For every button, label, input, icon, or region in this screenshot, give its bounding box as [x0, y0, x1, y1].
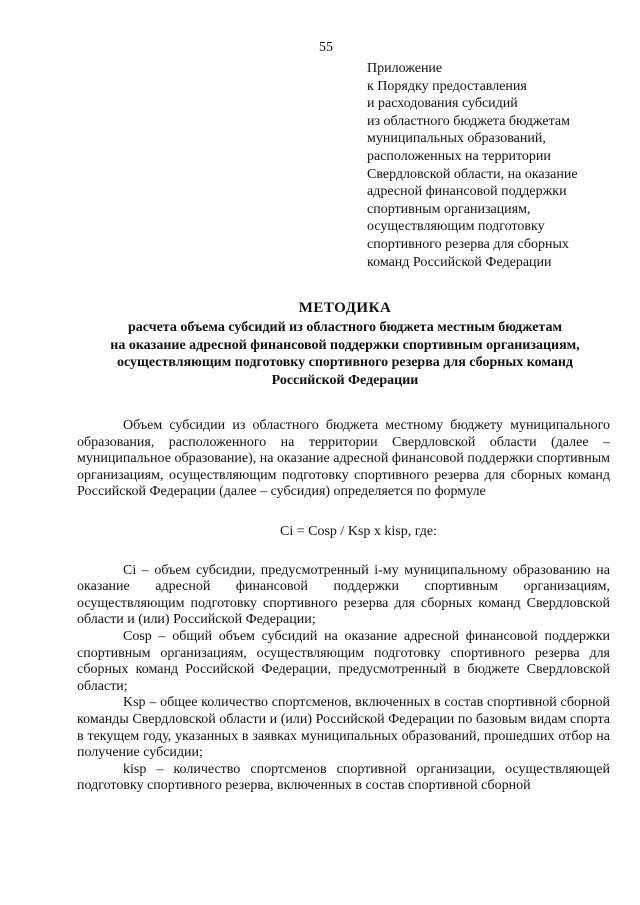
subtitle-line: расчета объема субсидий из областного бюджета местным бюджетам [127, 320, 563, 335]
appendix-line: спортивного резерва для сборных [367, 236, 569, 252]
document-subtitle [60, 319, 630, 389]
definition-kisp: kisp – количество спортсменов спортивной организации, осуществляющей подготовку спортивного резерва, включенных в состав спортивной сборной [77, 761, 610, 794]
appendix-line: спортивным организациям, [367, 201, 531, 217]
appendix-header [367, 60, 627, 271]
document-title: МЕТОДИКА [298, 300, 392, 316]
appendix-line: осуществляющим подготовку [367, 219, 545, 235]
subtitle-line: осуществляющим подготовку спортивного резерва для сборных команд [117, 355, 573, 370]
document-title-block [60, 298, 630, 389]
appendix-line: Приложение [367, 61, 443, 76]
appendix-line: из областного бюджета бюджетам [367, 113, 570, 129]
definition-cosp: Cosp – общий объем субсидий на оказание адресной финансовой поддержки спортивным организациям, осуществляющим подготовку спортивного резерва для сборных команд Российской Федерации, предусмотренный в бюджете Свердловской области; [77, 628, 610, 694]
appendix-line: и расходования субсидий [367, 96, 518, 112]
appendix-line: расположенных на территории [367, 148, 551, 164]
subtitle-line: на оказание адресной финансовой поддержки спортивным организациям, [110, 337, 580, 353]
appendix-line: муниципальных образований, [367, 131, 546, 147]
intro-paragraph: Объем субсидии из областного бюджета местному бюджету муниципального образования, расположенного на территории Свердловской области (далее – муниципальное образование), на оказание адресной финансовой поддержки спортивным организациям, осуществляющим подготовку спортивного резерва для сборных команд Российской Федерации (далее – субсидия) определяется по формуле [77, 418, 610, 500]
subtitle-line: Российской Федерации [271, 372, 419, 388]
formula: Ci = Cosp / Ksp x kisp, где: [280, 523, 437, 539]
appendix-line: к Порядку предоставления [367, 78, 527, 94]
definition-ksp: Ksp – общее количество спортсменов, включенных в состав спортивной сборной команды Свердловской области и (или) Российской Федерации по базовым видам спорта в текущем году, указанных в заявках муниципальных образований, прошедших отбор на получение субсидии; [77, 695, 610, 761]
appendix-line: адресной финансовой поддержки [367, 184, 567, 200]
appendix-line: Свердловской области, на оказание [367, 166, 578, 182]
appendix-line: команд Российской Федерации [367, 254, 552, 270]
document-body [77, 418, 610, 795]
definition-ci: Ci – объем субсидии, предусмотренный i-му муниципальному образованию на оказание адресной финансовой поддержки спортивным организациям, осуществляющим подготовку спортивного резерва для сборных команд Свердловской области и (или) Российской Федерации; [77, 562, 610, 628]
page-number: 55 [319, 40, 333, 55]
